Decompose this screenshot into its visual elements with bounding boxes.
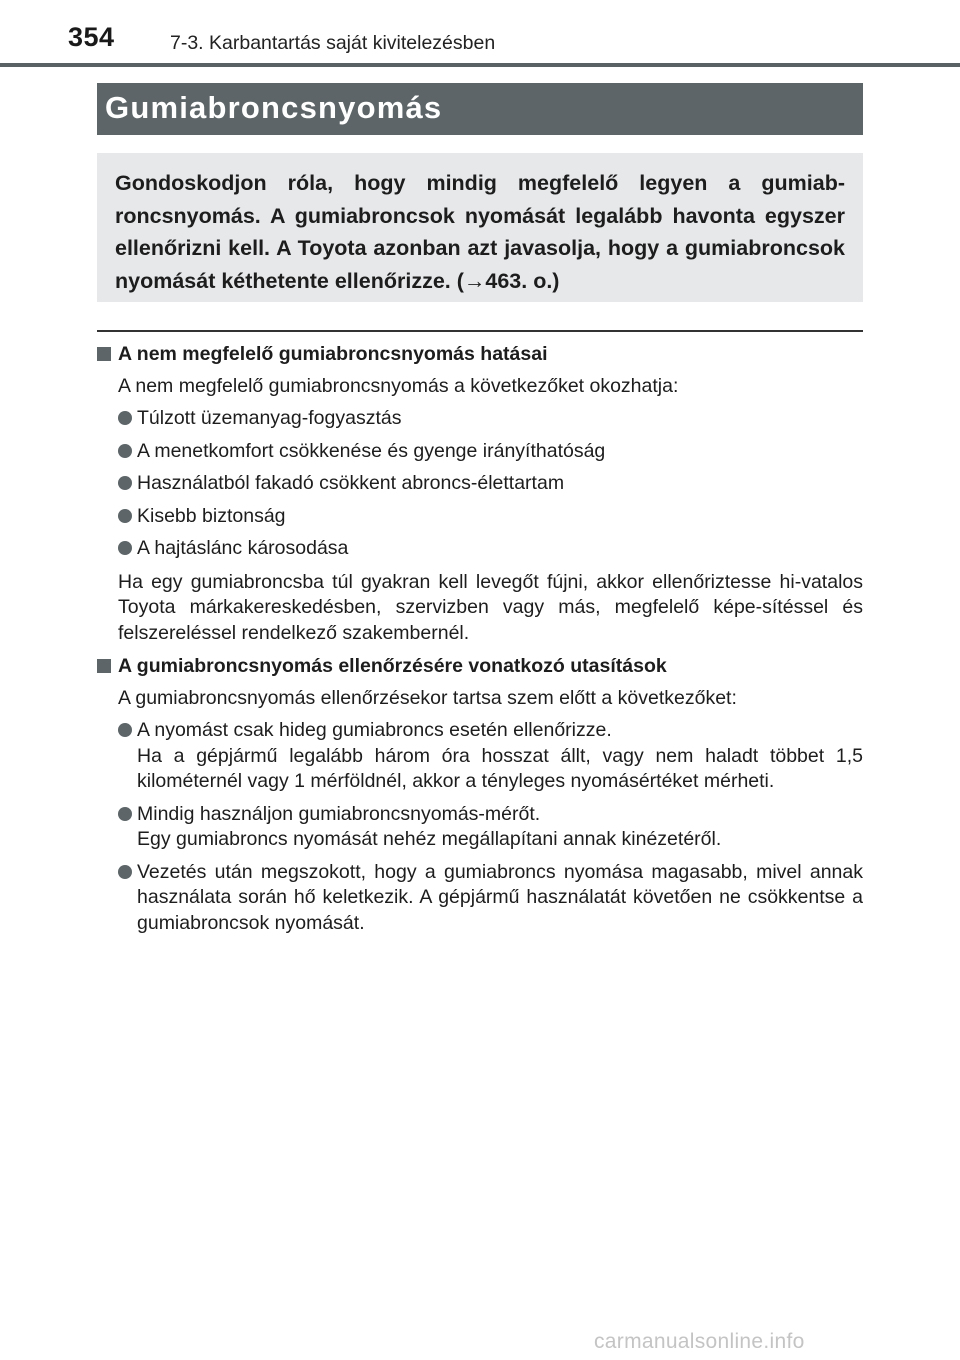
section-heading (97, 654, 863, 680)
circle-bullet-icon (118, 723, 132, 737)
list-item-text: Használatból fakadó csökkent abroncs-élettartam (137, 472, 565, 494)
section-lead: A gumiabroncsnyomás ellenőrzésekor tartsa szem előtt a következőket: (118, 686, 737, 709)
list-item (118, 718, 863, 795)
list-item-content (137, 718, 863, 795)
page-header (0, 0, 960, 66)
square-bullet-icon (97, 659, 111, 673)
circle-bullet-icon (118, 541, 132, 555)
list-item-content (137, 802, 863, 853)
list-item (118, 439, 863, 465)
section-title-bar (97, 83, 863, 135)
section-lead: A nem megfelelő gumiabroncsnyomás a következőket okozhatja: (118, 374, 679, 397)
circle-bullet-icon (118, 444, 132, 458)
section-note: Ha egy gumiabroncsba túl gyakran kell levegőt fújni, akkor ellenőriztesse hi-vatalos Toyota márkakereskedésben, szervizben vagy más, megfelelő képe-sítéssel és felszereléssel rendelkező szakembernél. (118, 570, 863, 644)
chapter-title: 7-3. Karbantartás saját kivitelezésben (170, 32, 496, 54)
list-item-body: Ha a gépjármű legalább három óra hosszat állt, vagy nem haladt többet 1,5 kilométernél vagy 1 mérföldnél, akkor a tényleges nyomásértéket mérheti. (137, 744, 863, 792)
section-heading-text: A nem megfelelő gumiabroncsnyomás hatásai (118, 343, 548, 365)
list-item (118, 471, 863, 497)
section-heading-text: A gumiabroncsnyomás ellenőrzésére vonatkozó utasítások (118, 655, 667, 677)
list-item (118, 536, 863, 562)
list-item-content (137, 860, 863, 937)
list-item-text: Kisebb biztonság (137, 504, 286, 527)
intro-box (97, 153, 863, 302)
list-item (118, 860, 863, 937)
list-item-title: Vezetés után megszokott, hogy a gumiabroncs nyomása magasabb, mivel annak használata során hő keletkezik. A gépjármű használatát követően ne csökkentse a gumiabroncsok nyomását. (137, 860, 863, 934)
circle-bullet-icon (118, 865, 132, 879)
circle-bullet-icon (118, 411, 132, 425)
list-item-title: A nyomást csak hideg gumiabroncs esetén ellenőrizze. (137, 719, 612, 741)
list-item (118, 406, 863, 432)
header-divider (0, 63, 960, 67)
section-heading (97, 342, 863, 368)
list-item-text: A menetkomfort csökkenése és gyenge irányíthatóság (137, 439, 606, 462)
page-number: 354 (68, 22, 115, 52)
list-item-body: Egy gumiabroncs nyomását nehéz megállapítani annak kinézetéről. (137, 828, 722, 850)
main-content (97, 340, 863, 936)
circle-bullet-icon (118, 807, 132, 821)
list-item-text: A hajtáslánc károsodása (137, 537, 349, 559)
list-item (118, 504, 863, 530)
section-divider (97, 330, 863, 332)
circle-bullet-icon (118, 476, 132, 490)
square-bullet-icon (97, 347, 111, 361)
intro-text: Gondoskodjon róla, hogy mindig megfelelő legyen a gumiab-roncsnyomás. A gumiabroncsok nyomását legalább havonta egyszer ellenőrizni kell. A Toyota azonban azt javasolja, hogy a gumiabroncsok nyomását kéthetente ellenőrizze. (→463. o.) (115, 171, 845, 293)
list-item-title: Mindig használjon gumiabroncsnyomás-mérőt. (137, 802, 541, 825)
list-item (118, 802, 863, 853)
circle-bullet-icon (118, 509, 132, 523)
list-item-text: Túlzott üzemanyag-fogyasztás (137, 407, 402, 429)
page-title: Gumiabroncsnyomás (105, 90, 443, 125)
watermark[interactable]: carmanualsonline.info (594, 1330, 805, 1353)
